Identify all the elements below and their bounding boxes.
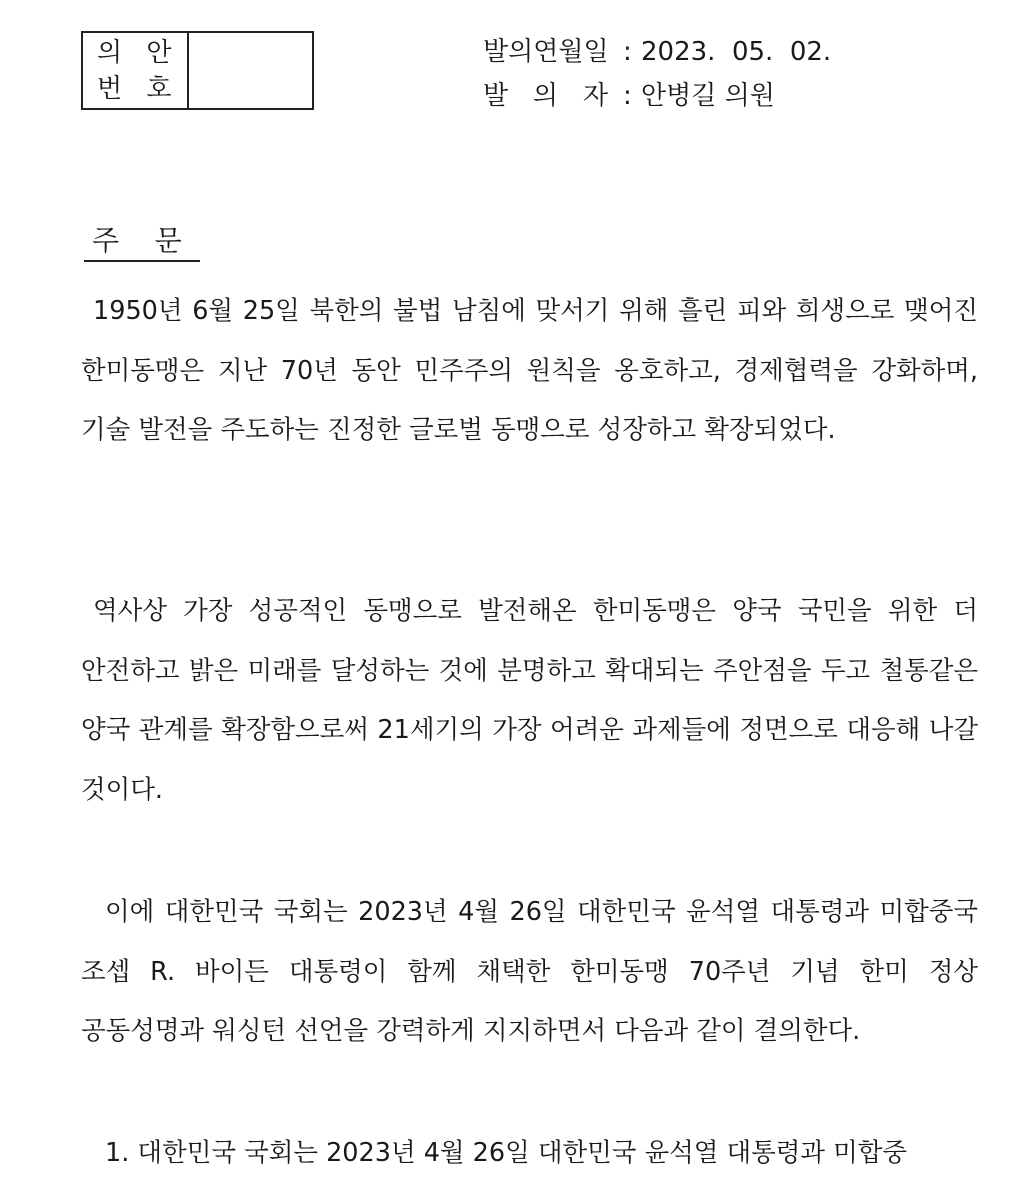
bill-number-label-line1: 의 안 (97, 37, 180, 68)
resolution-item-1: 1. 대한민국 국회는 2023년 4월 26일 대한민국 윤석열 대통령과 미합중 (105, 1138, 908, 1168)
body-paragraph-2: 역사상 가장 성공적인 동맹으로 발전해온 한미동맹은 양국 국민을 위한 더 안전하고 밝은 미래를 달성하는 것에 분명하고 확대되는 주안점을 두고 철통같은 양국 관계를 확장함으로써 21세기의 가장 어려운 과제들에 정면으로 대응해 나갈 것이다. (81, 596, 978, 805)
proposal-date-value: 2023. 05. 02. (641, 37, 832, 67)
bill-number-value (189, 33, 312, 108)
body-paragraph-3: 이에 대한민국 국회는 2023년 4월 26일 대한민국 윤석열 대통령과 미합중국 조셉 R. 바이든 대통령이 함께 채택한 한미동맹 70주년 기념 한미 정상 공동성명과 워싱턴 선언을 강력하게 지지하면서 다음과 같이 결의한다. (81, 897, 978, 1046)
bill-number-label (83, 33, 189, 108)
bill-number-box (81, 31, 314, 110)
proposer-value: 안병길 의원 (641, 81, 775, 111)
proposer-label: 발 의 자 (483, 81, 608, 111)
proposal-meta (483, 30, 831, 118)
section-heading: 주 문 (84, 222, 200, 262)
proposal-date-row: 발의연월일 : 2023. 05. 02. (483, 30, 831, 74)
bill-number-label-line2: 번 호 (97, 73, 180, 104)
proposal-date-label: 발의연월일 (483, 37, 609, 67)
body-paragraph-1: 1950년 6월 25일 북한의 불법 남침에 맞서기 위해 흘린 피와 희생으로 맺어진 한미동맹은 지난 70년 동안 민주주의 원칙을 옹호하고, 경제협력을 강화하며, 기술 발전을 주도하는 진정한 글로벌 동맹으로 성장하고 확장되었다. (81, 296, 978, 445)
proposer-row: 발 의 자 : 안병길 의원 (483, 74, 831, 118)
